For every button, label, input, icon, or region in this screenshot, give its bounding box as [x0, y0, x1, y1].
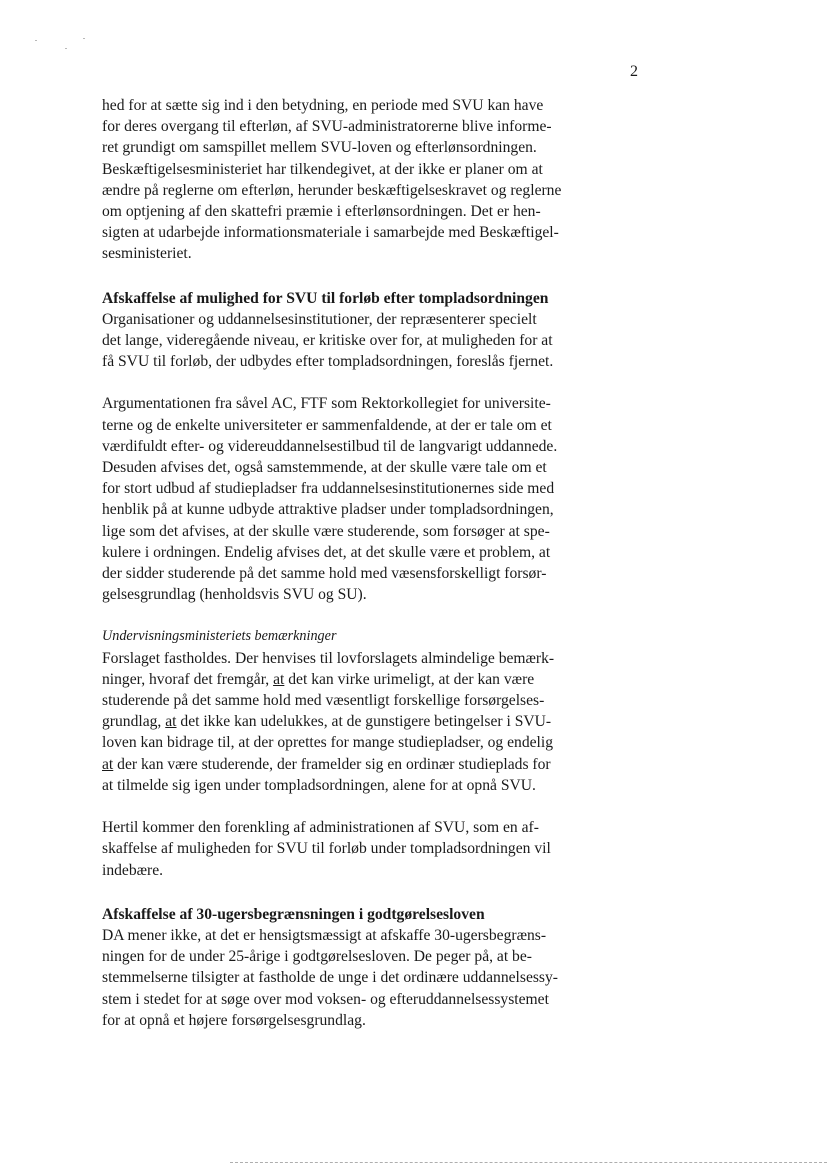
text-line: sesministeriet.	[102, 245, 192, 263]
section2-paragraph-1	[102, 925, 582, 1031]
text-line: for stort udbud af studiepladser fra uddannelsesinstitutionernes side med	[102, 480, 555, 498]
text-line: få SVU til forløb, der udbydes efter tompladsordningen, foreslås fjernet.	[102, 353, 554, 371]
section1-paragraph-1	[102, 309, 582, 373]
text-line: Beskæftigelsesministeriet har tilkendegivet, at der ikke er planer om at	[102, 160, 543, 178]
text-line: Argumentationen fra såvel AC, FTF som Rektorkollegiet for universite-	[102, 395, 551, 413]
text-line: stem i stedet for at søge over mod voksen- og efteruddannelsessystemet	[102, 990, 549, 1008]
text-line: der sidder studerende på det samme hold med væsensforskelligt forsør-	[102, 565, 547, 583]
text-line: terne og de enkelte universiteter er sammenfaldende, at der er tale om et	[102, 416, 552, 434]
text-line: for deres overgang til efterløn, af SVU-administratorerne blive informe-	[102, 118, 552, 136]
text-line: det lange, videregående niveau, er kritiske over for, at muligheden for at	[102, 332, 553, 350]
scan-edge-line	[230, 1162, 827, 1164]
intro-paragraph	[102, 95, 582, 265]
page-number: 2	[630, 63, 638, 80]
text-line: ningen for de under 25-årige i godtgørelsesloven. De peger på, at be-	[102, 948, 532, 966]
text-line: ændre på reglerne om efterløn, herunder beskæftigelseskravet og reglerne	[102, 181, 562, 199]
text-line: kulere i ordningen. Endelig afvises det, at det skulle være et problem, at	[102, 543, 551, 561]
section-heading-tompladsordning: Afskaffelse af mulighed for SVU til forløb efter tompladsordningen	[102, 289, 549, 307]
underlined-word: at	[102, 755, 114, 773]
ministry-remarks-subheading: Undervisningsministeriets bemærkninger	[102, 628, 337, 645]
text-line: Organisationer og uddannelsesinstitutioner, der repræsenterer specielt	[102, 310, 537, 328]
text-line: hed for at sætte sig ind i den betydning, en periode med SVU kan have	[102, 97, 544, 114]
section-heading-30-ugers: Afskaffelse af 30-ugersbegrænsningen i godtgørelsesloven	[102, 905, 485, 923]
text-line: Desuden afvises det, også samstemmende, at der skulle være tale om et	[102, 459, 547, 477]
text-line: ninger, hvoraf det fremgår, at det kan virke urimeligt, at der kan være	[102, 670, 535, 688]
underlined-word: at	[273, 670, 285, 688]
text-line: henblik på at kunne udbyde attraktive pladser under tompladsordningen,	[102, 501, 554, 519]
scan-artifact	[35, 38, 95, 52]
text-line: loven kan bidrage til, at der oprettes for mange studiepladser, og endelig	[102, 734, 554, 752]
text-line: at tilmelde sig igen under tompladsordningen, alene for at opnå SVU.	[102, 776, 536, 794]
ministry-remarks-paragraph	[102, 648, 582, 796]
underlined-word: at	[165, 713, 177, 731]
text-line: lige som det afvises, at der skulle være studerende, som forsøger at spe-	[102, 522, 550, 540]
text-line: grundlag, at det ikke kan udelukkes, at de gunstigere betingelser i SVU-	[102, 713, 552, 731]
text-line: indebære.	[102, 861, 164, 879]
text-line: at der kan være studerende, der framelder sig en ordinær studieplads for	[102, 755, 551, 773]
text-line: for at opnå et højere forsørgelsesgrundlag.	[102, 1011, 366, 1029]
text-line: skaffelse af muligheden for SVU til forløb under tompladsordningen vil	[102, 840, 551, 858]
text-line: sigten at udarbejde informationsmateriale i samarbejde med Beskæftigel-	[102, 224, 559, 242]
text-line: om optjening af den skattefri præmie i efterlønsordningen. Det er hen-	[102, 203, 541, 221]
section1-paragraph-2	[102, 393, 582, 605]
text-line: DA mener ikke, at det er hensigtsmæssigt at afskaffe 30-ugersbegræns-	[102, 926, 547, 944]
document-body	[102, 95, 582, 1031]
text-line: ret grundigt om samspillet mellem SVU-loven og efterlønsordningen.	[102, 139, 537, 157]
section1-paragraph-3	[102, 817, 582, 881]
text-line: gelsesgrundlag (henholdsvis SVU og SU).	[102, 586, 367, 604]
text-line: studerende på det samme hold med væsentligt forskellige forsørgelses-	[102, 692, 545, 710]
text-line: værdifuldt efter- og videreuddannelsestilbud til de langvarigt uddannede.	[102, 437, 558, 455]
text-line: Forslaget fastholdes. Der henvises til lovforslagets almindelige bemærk-	[102, 649, 555, 667]
text-line: stemmelserne tilsigter at fastholde de unge i det ordinære uddannelsessy-	[102, 969, 558, 987]
text-line: Hertil kommer den forenkling af administrationen af SVU, som en af-	[102, 819, 539, 837]
